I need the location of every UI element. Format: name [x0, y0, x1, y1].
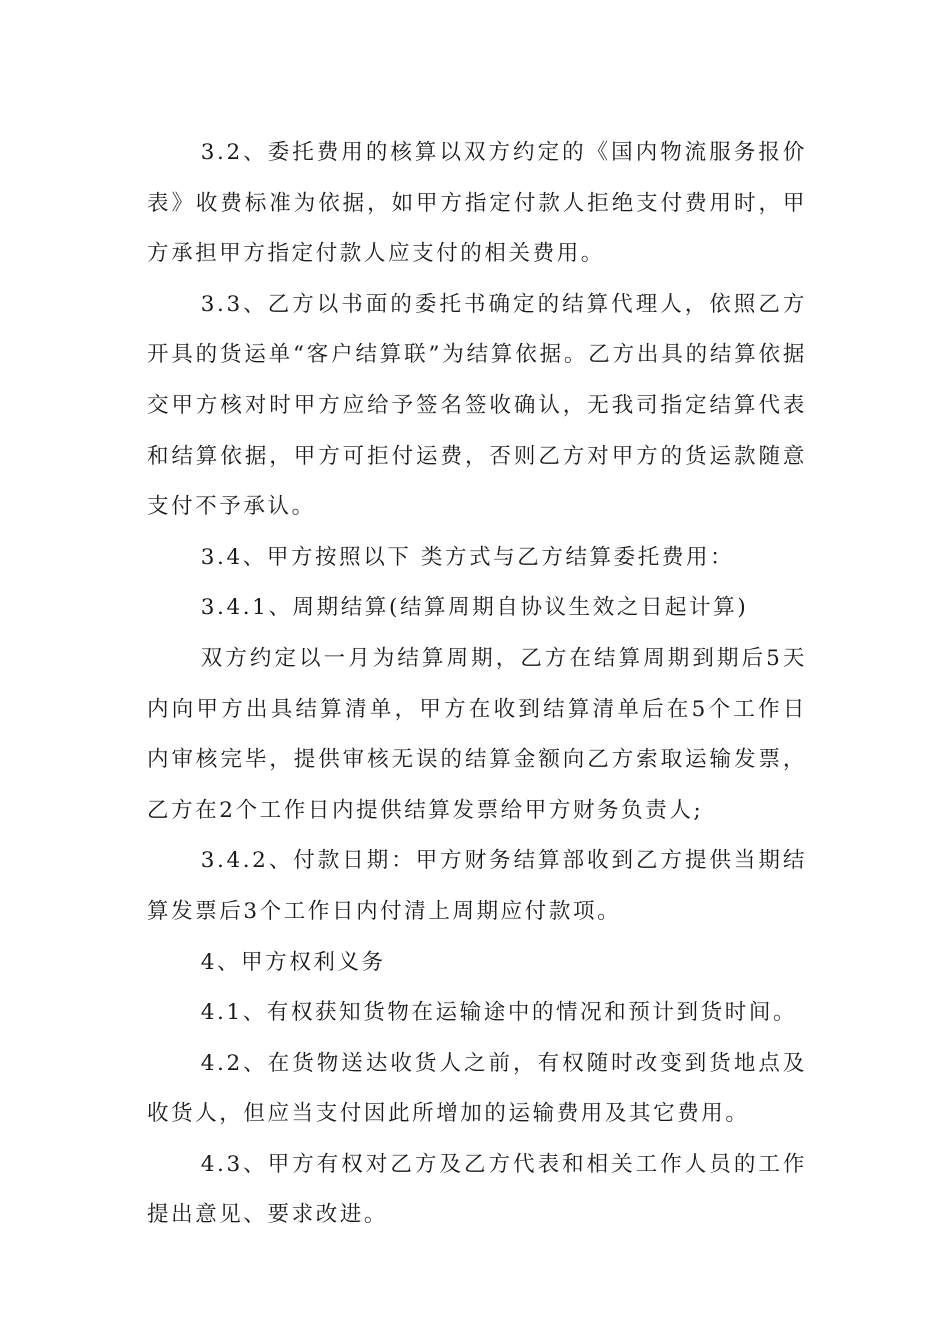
clause-4-1: 4.1、有权获知货物在运输途中的情况和预计到货时间。 — [200, 1000, 798, 1026]
clause-4-3: 4.3、甲方有权对乙方及乙方代表和相关工作人员的工作提出意见、要求改进。 — [147, 1151, 807, 1228]
section-4-heading: 4、甲方权利义务 — [200, 949, 386, 975]
document-body — [147, 128, 807, 1241]
clause-3-3: 3.3、乙方以书面的委托书确定的结算代理人，依照乙方开具的货运单“客户结算联”为结算依据。乙方出具的结算依据交甲方核对时甲方应给予签名签收确认，无我司指定结算代表和结算依据，甲方可拒付运费，否则乙方对甲方的货运款随意支付不予承认。 — [147, 291, 807, 520]
clause-3-4-1-detail: 双方约定以一月为结算周期，乙方在结算周期到期后5天内向甲方出具结算清单，甲方在收到结算清单后在5个工作日内审核完毕，提供审核无误的结算金额向乙方索取运输发票，乙方在2个工作日内提供结算发票给甲方财务负责人; — [147, 645, 807, 823]
clause-3-2: 3.2、委托费用的核算以双方约定的《国内物流服务报价表》收费标准为依据，如甲方指定付款人拒绝支付费用时，甲方承担甲方指定付款人应支付的相关费用。 — [147, 140, 807, 267]
clause-3-4: 3.4、甲方按照以下 类方式与乙方结算委托费用： — [200, 544, 735, 570]
clause-3-4-2: 3.4.2、付款日期：甲方财务结算部收到乙方提供当期结算发票后3个工作日内付清上周期应付款项。 — [147, 848, 807, 924]
clause-3-4-1: 3.4.1、周期结算(结算周期自协议生效之日起计算) — [200, 595, 749, 621]
clause-4-2: 4.2、在货物送达收货人之前，有权随时改变到货地点及收货人，但应当支付因此所增加的运输费用及其它费用。 — [147, 1050, 807, 1127]
